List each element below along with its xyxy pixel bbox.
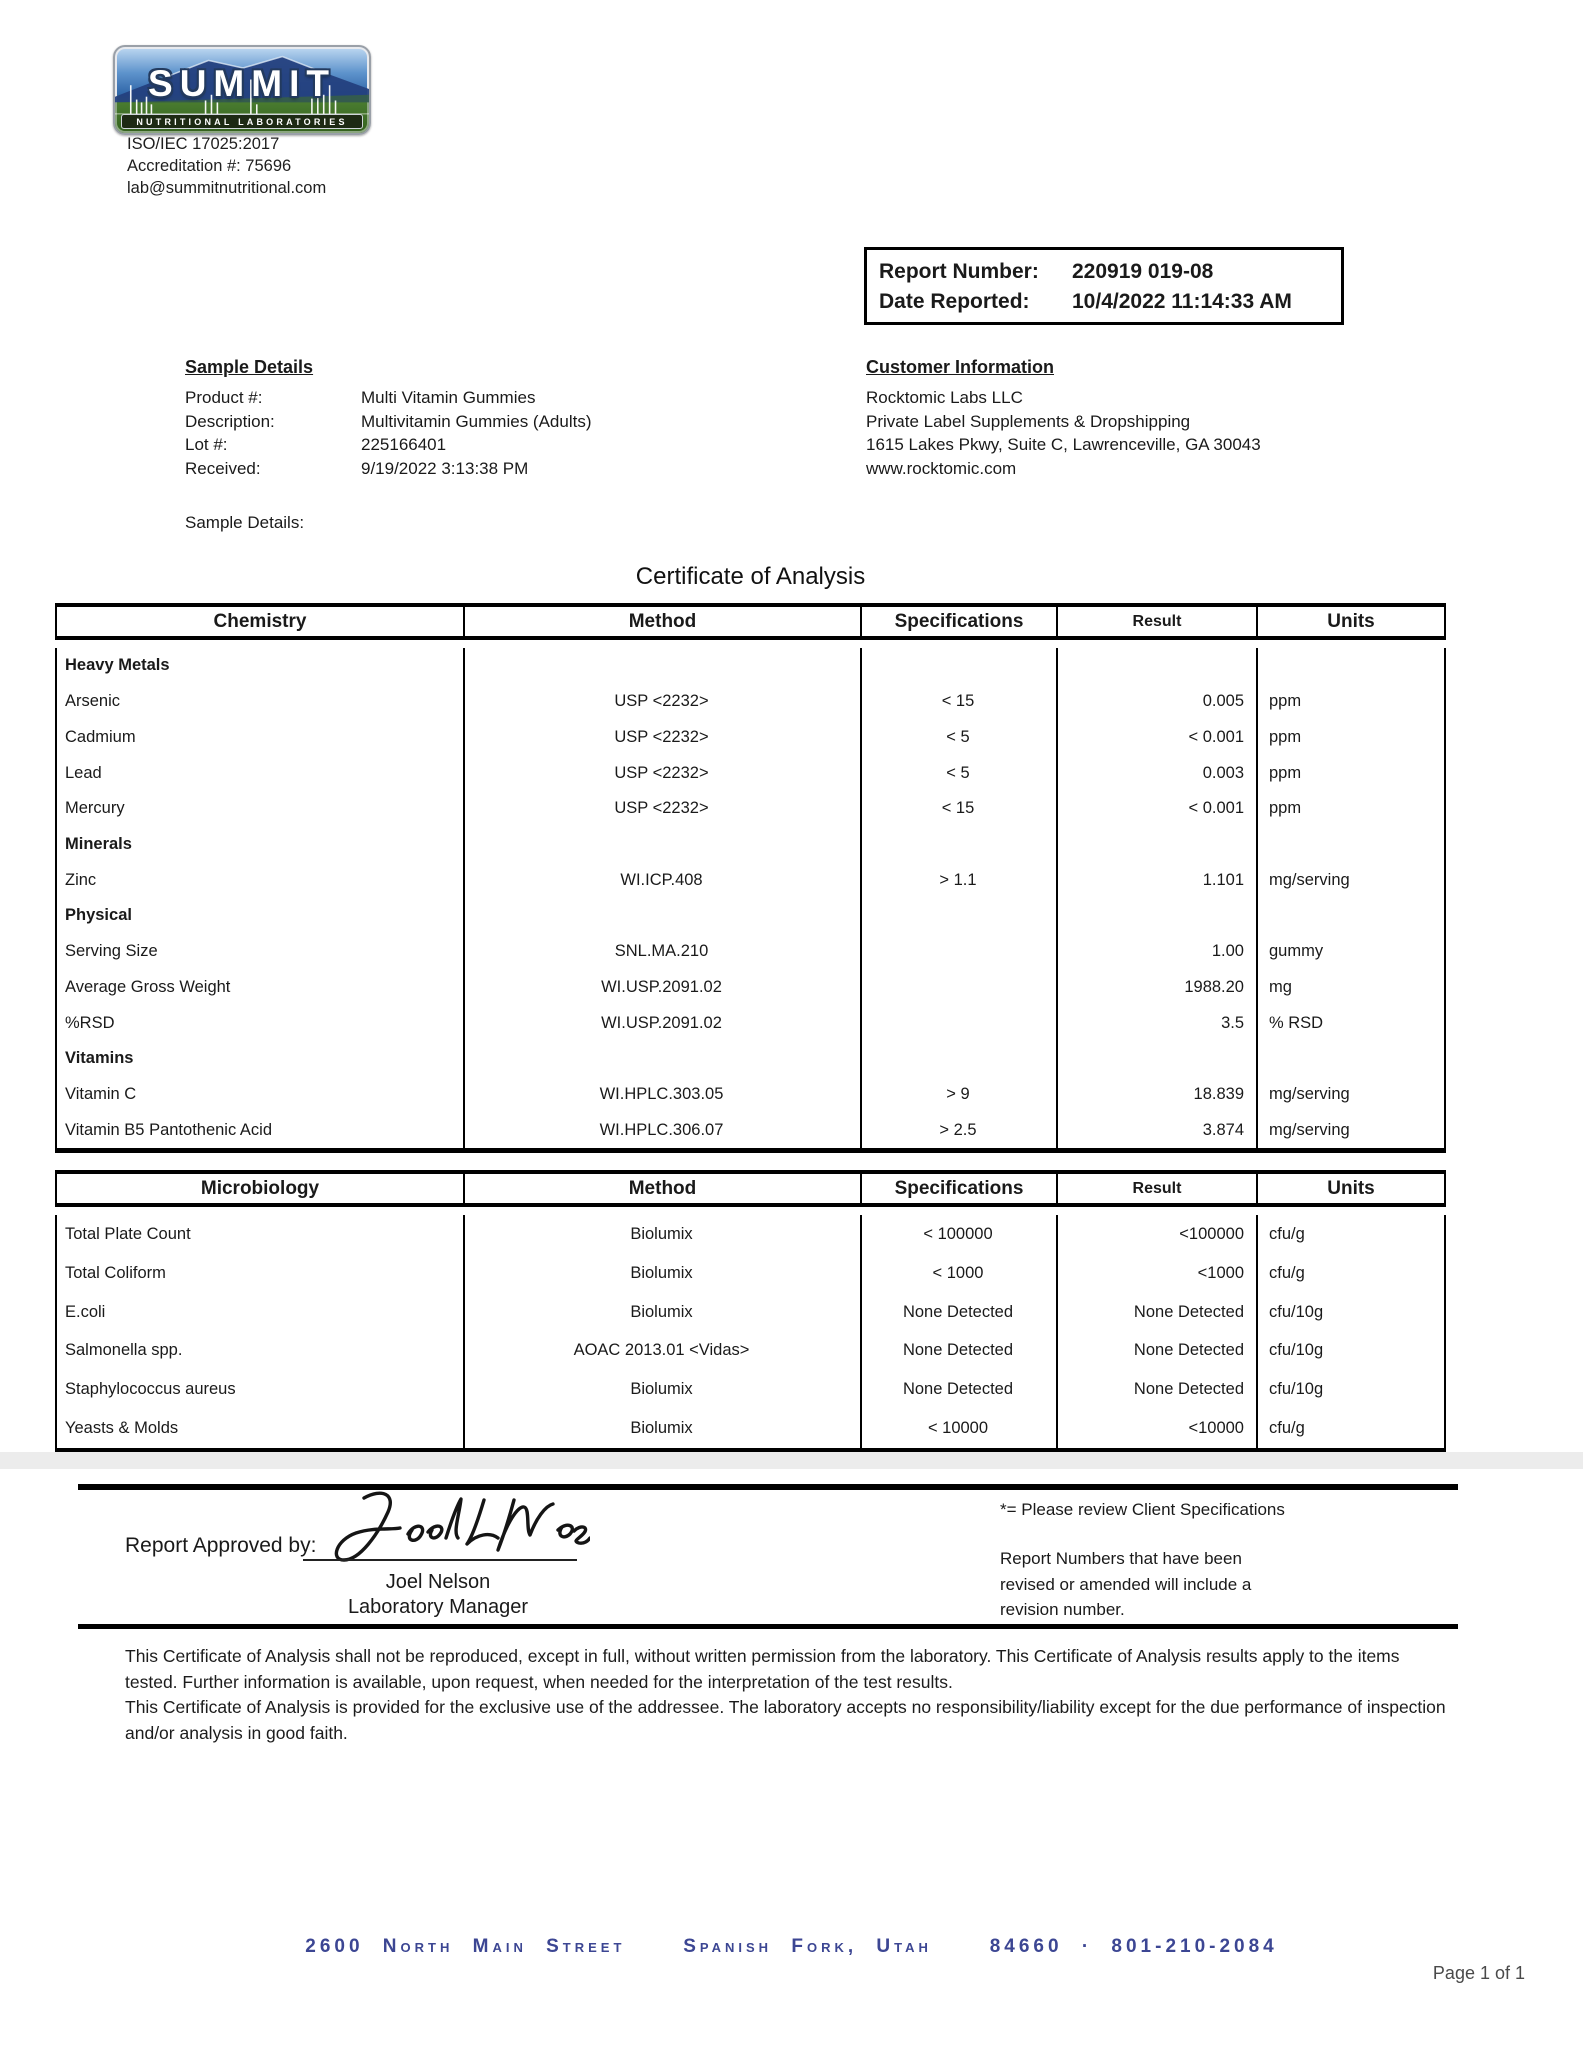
spec-cell: < 100000: [923, 1224, 993, 1243]
result-cell: [1056, 648, 1256, 684]
column-divider: [860, 1215, 862, 1448]
units-cell: cfu/g: [1269, 1263, 1305, 1282]
table-row: [57, 1293, 1444, 1332]
customer-information-section: [866, 357, 1466, 480]
field-value: 9/19/2022 3:13:38 PM: [361, 458, 529, 478]
spec-cell: None Detected: [902, 1302, 1014, 1321]
section-row: [57, 827, 1444, 863]
logo-wordmark: SUMMIT: [148, 63, 336, 104]
report-number-row: [879, 257, 1329, 287]
units-cell: cfu/10g: [1269, 1380, 1324, 1399]
scan-gray-band: [0, 1452, 1583, 1469]
units-cell: ppm: [1269, 799, 1302, 818]
signatory-name: Joel Nelson: [385, 1571, 491, 1593]
result-cell: 3.874: [1202, 1120, 1244, 1139]
disclaimer-paragraph-2: This Certificate of Analysis is provided for the exclusive use of the addressee. The laboratory accepts no responsibility/liability except for the due performance of inspection and/or analysis in good faith.: [125, 1697, 1446, 1743]
analyte-cell: %RSD: [65, 1013, 115, 1032]
report-number-value: 220919 019-08: [1072, 260, 1214, 283]
method-cell: WI.USP.2091.02: [601, 1013, 722, 1032]
method-cell: Biolumix: [630, 1224, 693, 1243]
units-cell: mg/serving: [1269, 1120, 1350, 1139]
units-cell: cfu/10g: [1269, 1302, 1324, 1321]
table-row: [57, 1409, 1444, 1448]
result-cell: None Detected: [1133, 1380, 1244, 1399]
iso-line: ISO/IEC 17025:2017: [127, 135, 280, 153]
table-row: [57, 1331, 1444, 1370]
report-approved-by-label: Report Approved by:: [125, 1534, 317, 1557]
analyte-cell: Serving Size: [65, 942, 158, 961]
logo-tagline-bar: [121, 114, 363, 129]
method-cell: Biolumix: [630, 1380, 693, 1399]
result-cell: < 0.001: [1188, 727, 1244, 746]
units-cell: cfu/g: [1269, 1224, 1305, 1243]
units-cell: mg: [1269, 977, 1292, 996]
result-cell: 1.00: [1211, 942, 1244, 961]
result-cell: <10000: [1188, 1419, 1244, 1438]
analyte-cell: Zinc: [65, 870, 97, 889]
analyte-cell: Salmonella spp.: [65, 1341, 183, 1360]
spec-cell: < 15: [941, 799, 975, 818]
table-row: [57, 862, 1444, 898]
analyte-cell: Cadmium: [65, 727, 136, 746]
result-cell: None Detected: [1133, 1341, 1244, 1360]
spec-cell: [860, 898, 1056, 934]
sample-details-heading: Sample Details: [185, 357, 314, 377]
column-divider: [463, 648, 465, 1148]
units-cell: gummy: [1269, 942, 1324, 961]
spec-cell: None Detected: [902, 1341, 1014, 1360]
sample-row: [185, 410, 745, 434]
table-header-row: [55, 603, 1446, 640]
field-label: Product #:: [185, 388, 263, 407]
signature-line: [303, 1559, 577, 1561]
spec-cell: < 10000: [927, 1419, 989, 1438]
analyte-cell: Heavy Metals: [65, 656, 170, 675]
field-label: Lot #:: [185, 435, 228, 454]
page-title: Certificate of Analysis: [635, 563, 866, 590]
spec-cell: > 1.1: [939, 870, 977, 889]
chemistry-table: [55, 603, 1446, 1153]
units-cell: ppm: [1269, 763, 1302, 782]
spec-cell: None Detected: [902, 1380, 1014, 1399]
units-cell: mg/serving: [1269, 870, 1350, 889]
table-row: [57, 1254, 1444, 1293]
analyte-cell: E.coli: [65, 1302, 106, 1321]
method-cell: [463, 1041, 860, 1077]
column-header-method: Method: [463, 607, 860, 636]
section-row: [57, 648, 1444, 684]
result-cell: [1056, 1041, 1256, 1077]
method-cell: SNL.MA.210: [614, 942, 709, 961]
table-row: [57, 1215, 1444, 1254]
table-row: [57, 755, 1444, 791]
result-cell: < 0.001: [1188, 799, 1244, 818]
units-cell: ppm: [1269, 692, 1302, 711]
report-number-label: Report Number:: [879, 260, 1039, 283]
column-header-chemistry: Chemistry: [213, 610, 307, 632]
spec-cell: [860, 934, 1056, 970]
table-row: [57, 1112, 1444, 1148]
method-cell: AOAC 2013.01 <Vidas>: [573, 1341, 750, 1360]
table-row: [57, 719, 1444, 755]
units-cell: % RSD: [1269, 1013, 1324, 1032]
table-row: [57, 1370, 1444, 1409]
method-cell: USP <2232>: [614, 692, 709, 711]
analyte-cell: Minerals: [65, 834, 132, 853]
method-cell: USP <2232>: [614, 799, 709, 818]
units-cell: ppm: [1269, 727, 1302, 746]
table-row: [57, 1005, 1444, 1041]
lab-street-address: 2600 North Main Street Spanish Fork, Utah 84660 · 801-210-2084: [305, 1936, 1278, 1957]
units-cell: cfu/10g: [1269, 1341, 1324, 1360]
column-header-units: Units: [1256, 1174, 1444, 1203]
field-label: Received:: [185, 458, 261, 478]
method-cell: USP <2232>: [614, 727, 709, 746]
analyte-cell: Vitamin B5 Pantothenic Acid: [65, 1120, 272, 1139]
accreditation-line: Accreditation #: 75696: [127, 157, 292, 175]
table-row: [57, 1077, 1444, 1113]
section-row: [57, 898, 1444, 934]
column-divider: [1056, 648, 1058, 1148]
spec-cell: [860, 1005, 1056, 1041]
method-cell: [463, 827, 860, 863]
sample-details-section: [185, 357, 745, 533]
customer-lines: [866, 386, 1466, 480]
result-cell: None Detected: [1133, 1302, 1244, 1321]
analyte-cell: Yeasts & Molds: [65, 1419, 179, 1438]
spec-cell: > 2.5: [939, 1120, 977, 1139]
customer-address: 1615 Lakes Pkwy, Suite C, Lawrenceville, GA 30043: [866, 435, 1261, 454]
divider-line: [78, 1484, 1458, 1490]
spec-cell: [860, 827, 1056, 863]
analyte-cell: Total Plate Count: [65, 1224, 191, 1243]
customer-name: Rocktomic Labs LLC: [866, 388, 1023, 407]
customer-information-heading: Customer Information: [866, 357, 1055, 377]
spec-cell: < 5: [946, 727, 970, 746]
result-cell: <100000: [1179, 1224, 1244, 1243]
method-cell: WI.HPLC.306.07: [599, 1120, 724, 1139]
method-cell: Biolumix: [630, 1419, 693, 1438]
field-label: Description:: [185, 411, 275, 431]
revision-note: Report Numbers that have been revised or amended will include a revision number.: [1000, 1549, 1252, 1619]
spec-cell: [860, 648, 1056, 684]
sample-row: [185, 457, 745, 481]
column-divider: [1256, 1215, 1258, 1448]
method-cell: USP <2232>: [614, 763, 709, 782]
analyte-cell: Arsenic: [65, 692, 121, 711]
spec-cell: [860, 969, 1056, 1005]
date-reported-row: [879, 287, 1329, 317]
result-cell: <1000: [1197, 1263, 1244, 1282]
method-cell: WI.HPLC.303.05: [599, 1084, 724, 1103]
table-header-row: [55, 1170, 1446, 1207]
spec-cell: < 1000: [932, 1263, 984, 1282]
signatory-block: [288, 1570, 588, 1620]
column-header-result: Result: [1056, 1174, 1256, 1203]
logo-tagline: NUTRITIONAL LABORATORIES: [136, 116, 348, 127]
field-value: 225166401: [361, 435, 447, 454]
table-row: [57, 969, 1444, 1005]
date-reported-label: Date Reported:: [879, 290, 1030, 313]
column-divider: [860, 648, 862, 1148]
units-cell: [1256, 648, 1444, 684]
column-header-specifications: Specifications: [860, 607, 1056, 636]
lab-email: lab@summitnutritional.com: [127, 179, 327, 197]
table-row: [57, 934, 1444, 970]
summit-logo: [113, 45, 371, 135]
client-spec-note: *= Please review Client Specifications: [1000, 1500, 1285, 1519]
signatory-role: Laboratory Manager: [347, 1596, 529, 1618]
column-divider: [1056, 1215, 1058, 1448]
result-cell: 1.101: [1202, 870, 1244, 889]
column-header-microbiology: Microbiology: [200, 1177, 320, 1199]
analyte-cell: Vitamin C: [65, 1084, 137, 1103]
column-header-units: Units: [1256, 607, 1444, 636]
divider-line: [78, 1624, 1458, 1629]
analyte-cell: Lead: [65, 763, 102, 782]
spec-cell: [860, 1041, 1056, 1077]
analyte-cell: Vitamins: [65, 1049, 134, 1068]
method-cell: Biolumix: [630, 1302, 693, 1321]
units-cell: [1256, 1041, 1444, 1077]
column-divider: [1256, 648, 1258, 1148]
signature-image: [298, 1486, 590, 1570]
method-cell: WI.USP.2091.02: [601, 977, 722, 996]
field-value: Multivitamin Gummies (Adults): [361, 411, 592, 431]
units-cell: [1256, 898, 1444, 934]
table-row: [57, 684, 1444, 720]
result-cell: 0.003: [1202, 763, 1244, 782]
units-cell: [1256, 827, 1444, 863]
analyte-cell: Physical: [65, 906, 132, 925]
method-cell: [463, 898, 860, 934]
report-info-box: [864, 247, 1344, 325]
method-cell: [463, 648, 860, 684]
table-body: [55, 648, 1446, 1153]
disclaimer-paragraph-1: This Certificate of Analysis shall not be reproduced, except in full, without written permission from the laboratory. This Certificate of Analysis results apply to the items tested. Further information is available, upon request, when needed for the interpretation of the test results.: [125, 1646, 1400, 1692]
spec-cell: < 15: [941, 692, 975, 711]
sample-details-extra-label: Sample Details:: [185, 513, 305, 532]
section-row: [57, 1041, 1444, 1077]
table-body: [55, 1215, 1446, 1453]
analyte-cell: Mercury: [65, 799, 125, 818]
method-cell: Biolumix: [630, 1263, 693, 1282]
page-number: Page 1 of 1: [1432, 1963, 1525, 1983]
result-cell: 18.839: [1193, 1084, 1244, 1103]
microbiology-table: [55, 1170, 1446, 1453]
sample-row: [185, 386, 745, 410]
column-header-specifications: Specifications: [860, 1174, 1056, 1203]
customer-tagline: Private Label Supplements & Dropshipping: [866, 411, 1191, 431]
result-cell: [1056, 898, 1256, 934]
result-cell: 0.005: [1202, 692, 1244, 711]
units-cell: mg/serving: [1269, 1084, 1350, 1103]
result-cell: 1988.20: [1184, 977, 1244, 996]
method-cell: WI.ICP.408: [620, 870, 703, 889]
spec-cell: > 9: [946, 1084, 970, 1103]
result-cell: [1056, 827, 1256, 863]
customer-website: www.rocktomic.com: [866, 458, 1017, 478]
units-cell: cfu/g: [1269, 1419, 1305, 1438]
field-value: Multi Vitamin Gummies: [361, 388, 536, 407]
analyte-cell: Total Coliform: [65, 1263, 166, 1282]
lab-identity: [127, 133, 326, 199]
spec-cell: < 5: [946, 763, 970, 782]
sample-row: [185, 433, 745, 457]
column-header-method: Method: [463, 1174, 860, 1203]
result-cell: 3.5: [1221, 1013, 1244, 1032]
disclaimer-text: [125, 1644, 1447, 1746]
analyte-cell: Average Gross Weight: [65, 977, 231, 996]
table-row: [57, 791, 1444, 827]
column-divider: [463, 1215, 465, 1448]
sample-details-rows: [185, 386, 745, 480]
date-reported-value: 10/4/2022 11:14:33 AM: [1072, 290, 1292, 313]
analyte-cell: Staphylococcus aureus: [65, 1380, 236, 1399]
column-header-result: Result: [1056, 607, 1256, 636]
